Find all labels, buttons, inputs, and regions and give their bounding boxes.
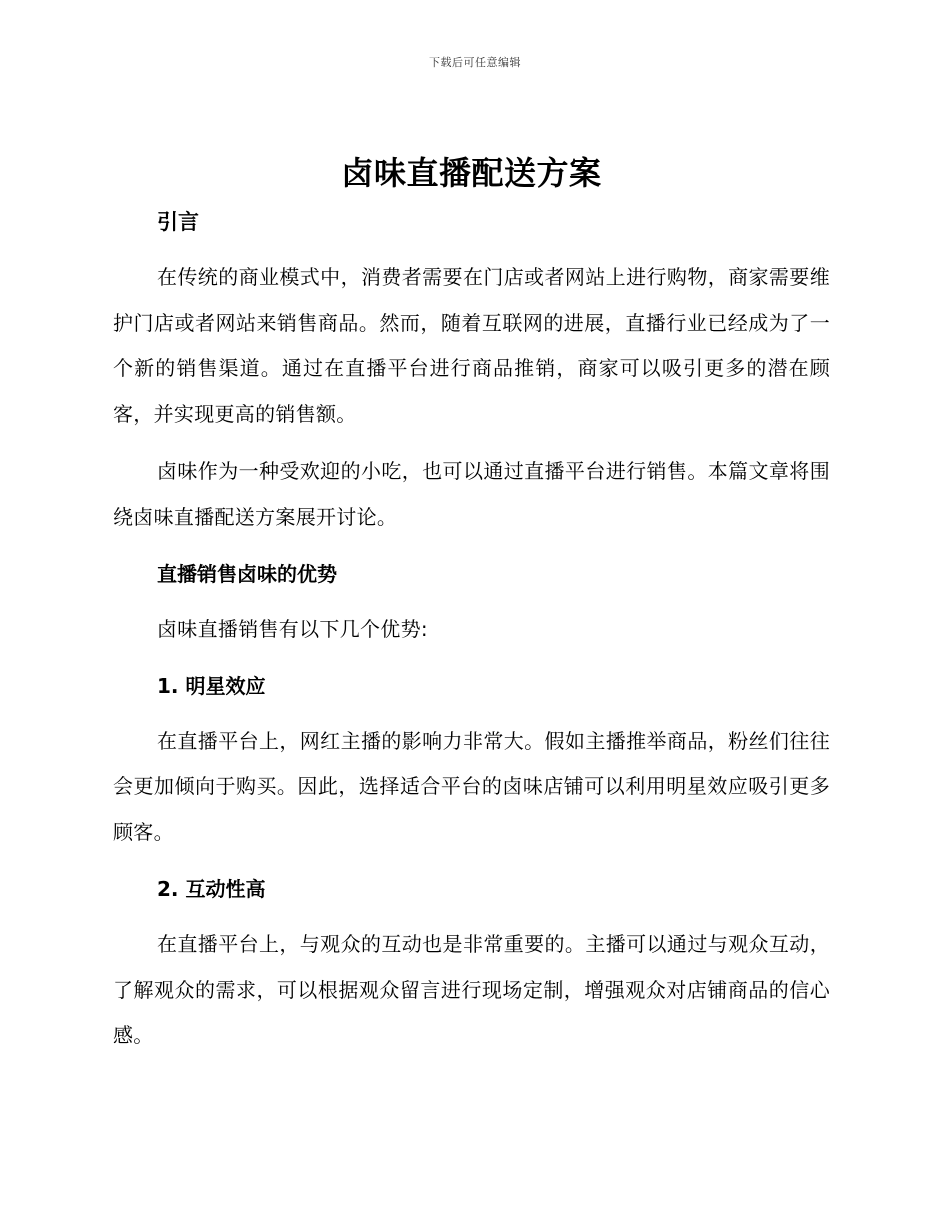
- document-body: [113, 146, 830, 1059]
- document-title: 卤味直播配送方案: [341, 154, 602, 192]
- point-paragraph-1: 在直播平台上，网红主播的影响力非常大。假如主播推举商品，粉丝们往往会更加倾向于购买。因此，选择适合平台的卤味店铺可以利用明星效应吸引更多顾客。: [113, 728, 830, 844]
- paragraph-intro-1: 在传统的商业模式中，消费者需要在门店或者网站上进行购物，商家需要维护门店或者网站来销售商品。然而，随着互联网的进展，直播行业已经成为了一个新的销售渠道。通过在直播平台进行商品推销，商家可以吸引更多的潜在顾客，并实现更高的销售额。: [113, 265, 830, 426]
- point-paragraph-2: 在直播平台上，与观众的互动也是非常重要的。主播可以通过与观众互动，了解观众的需求，可以根据观众留言进行现场定制，增强观众对店铺商品的信心感。: [113, 932, 830, 1047]
- paragraph-advantages-intro: 卤味直播销售有以下几个优势:: [157, 617, 428, 641]
- point-heading-1: 1. 明星效应: [157, 673, 266, 698]
- section-heading-advantages: 直播销售卤味的优势: [157, 562, 337, 586]
- paragraph-intro-2: 卤味作为一种受欢迎的小吃，也可以通过直播平台进行销售。本篇文章将围绕卤味直播配送方案展开讨论。: [113, 459, 830, 529]
- point-heading-2: 2. 互动性高: [157, 877, 266, 901]
- section-heading-intro: 引言: [157, 210, 199, 234]
- page-header-watermark: 下载后可任意编辑: [429, 56, 521, 69]
